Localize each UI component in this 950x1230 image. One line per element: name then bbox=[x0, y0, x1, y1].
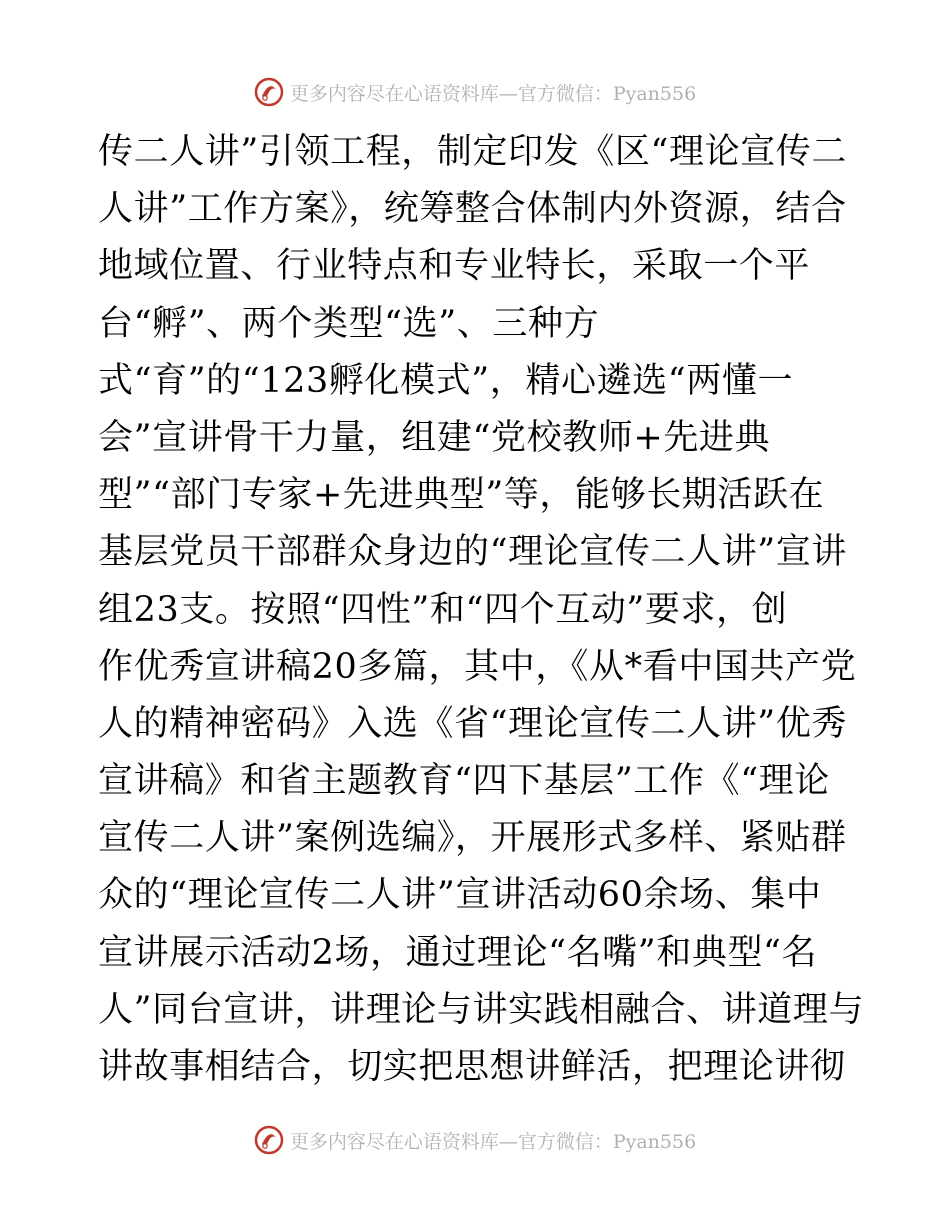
text-line: 组23支。按照“四性”和“四个互动”要求，创 bbox=[98, 589, 788, 630]
text-line: 型”“部门专家+先进典型”等，能够长期活跃在 bbox=[98, 475, 825, 516]
text-line: 讲故事相结合，切实把思想讲鲜活，把理论讲彻 bbox=[98, 1047, 846, 1087]
text-line: 地域位置、行业特点和专业特长，采取一个平 bbox=[98, 246, 811, 287]
footer-watermark-banner bbox=[0, 1120, 950, 1160]
text-line: 台“孵”、两个类型“选”、三种方 bbox=[98, 303, 600, 344]
text-line: 会”宣讲骨干力量，组建“党校教师+先进典 bbox=[98, 417, 771, 458]
text-line: 人讲”工作方案》，统筹整合体制内外资源，结合 bbox=[98, 189, 847, 230]
text-line: 宣讲展示活动2场，通过理论“名嘴”和典型“名 bbox=[98, 932, 818, 973]
text-line: 传二人讲”引领工程，制定印发《区“理论宣传二 bbox=[98, 132, 847, 172]
text-line: 人”同台宣讲，讲理论与讲实践相融合、讲道理与 bbox=[98, 989, 865, 1030]
header-watermark-banner bbox=[0, 72, 950, 112]
header-watermark-text: 更多内容尽在心语资料库—官方微信：Pyan556 bbox=[289, 82, 697, 105]
red-swirl-logo-icon bbox=[254, 77, 284, 107]
text-line: 式“育”的“123孵化模式”，精心遴选“两懂一 bbox=[98, 360, 794, 401]
footer-watermark-text: 更多内容尽在心语资料库—官方微信：Pyan556 bbox=[289, 1130, 697, 1153]
text-line: 众的“理论宣传二人讲”宣讲活动60余场、集中 bbox=[98, 875, 822, 916]
text-line: 宣讲稿》和省主题教育“四下基层”工作《“理论 bbox=[98, 761, 830, 802]
document-body bbox=[98, 124, 865, 1096]
red-swirl-logo-icon bbox=[254, 1125, 284, 1155]
text-line: 作优秀宣讲稿20多篇，其中，《从*看中国共产党 bbox=[98, 646, 857, 687]
text-line: 基层党员干部群众身边的“理论宣传二人讲”宣讲 bbox=[98, 532, 847, 573]
text-line: 宣传二人讲”案例选编》，开展形式多样、紧贴群 bbox=[98, 818, 847, 859]
text-line: 人的精神密码》入选《省“理论宣传二人讲”优秀 bbox=[98, 703, 847, 744]
